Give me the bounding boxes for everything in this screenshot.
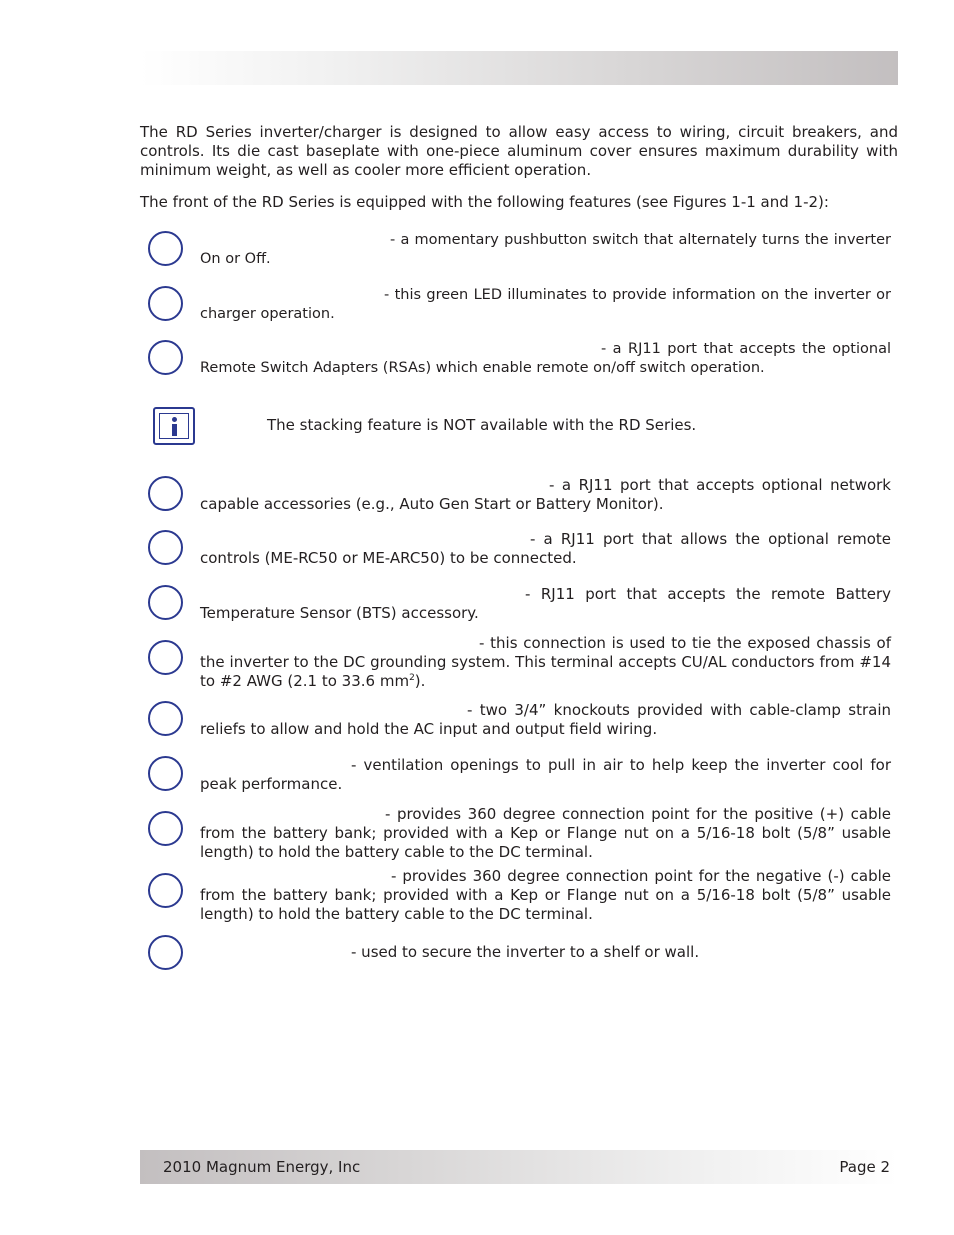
callout-circle-icon — [148, 231, 183, 266]
feature-description: - a RJ11 port that accepts the optional Remote Switch Adapters (RSAs) which enable remote on/off switch operation. — [200, 341, 891, 376]
feature-description: - this green LED illuminates to provide information on the inverter or charger operation. — [200, 287, 891, 322]
feature-description: - used to secure the inverter to a shelf or wall. — [351, 943, 700, 961]
info-icon — [153, 407, 195, 445]
callout-circle-icon — [148, 640, 183, 675]
note-text: The stacking feature is NOT available with the RD Series. — [267, 416, 697, 434]
feature-description: - ventilation openings to pull in air to help keep the inverter cool for peak performance. — [200, 756, 891, 793]
callout-circle-icon — [148, 286, 183, 321]
feature-description — [200, 634, 891, 691]
feature-description: - RJ11 port that accepts the remote Battery Temperature Sensor (BTS) accessory. — [200, 585, 891, 622]
footer-copyright: 2010 Magnum Energy, Inc — [163, 1158, 361, 1176]
feature-description: - a RJ11 port that allows the optional remote controls (ME-RC50 or ME-ARC50) to be connected. — [200, 530, 891, 567]
feature-description: - provides 360 degree connection point for the negative (-) cable from the battery bank; provided with a Kep or Flange nut on a 5/16-18 bolt (5/8” usable length) to hold the battery cable to the DC terminal. — [200, 867, 891, 923]
feature-description: - two 3/4” knockouts provided with cable-clamp strain reliefs to allow and hold the AC input and output field wiring. — [200, 701, 891, 738]
callout-circle-icon — [148, 935, 183, 970]
header-bar — [140, 51, 898, 85]
callout-circle-icon — [148, 340, 183, 375]
footer-bar — [140, 1150, 898, 1184]
feature-description-text: - this connection is used to tie the exposed chassis of the inverter to the DC grounding system. This terminal accepts CU/AL conductors from #14 to #2 AWG (2.1 to 33.6 mm — [200, 634, 891, 690]
feature-description: - provides 360 degree connection point for the positive (+) cable from the battery bank; provided with a Kep or Flange nut on a 5/16-18 bolt (5/8” usable length) to hold the battery cable to the DC terminal. — [200, 805, 891, 861]
callout-circle-icon — [148, 811, 183, 846]
features-intro: The front of the RD Series is equipped with the following features (see Figures 1-1 and 1-2): — [140, 193, 829, 211]
page-number: Page 2 — [839, 1158, 890, 1176]
intro-paragraph: The RD Series inverter/charger is designed to allow easy access to wiring, circuit breakers, and controls. Its die cast baseplate with one-piece aluminum cover ensures maximum durability with minimum weight, as well as cooler more efficient operation. — [140, 123, 898, 179]
feature-description: - a RJ11 port that accepts optional network capable accessories (e.g., Auto Gen Start or Battery Monitor). — [200, 476, 891, 513]
feature-description: - a momentary pushbutton switch that alternately turns the inverter On or Off. — [200, 232, 891, 267]
callout-circle-icon — [148, 530, 183, 565]
callout-circle-icon — [148, 756, 183, 791]
callout-circle-icon — [148, 873, 183, 908]
callout-circle-icon — [148, 476, 183, 511]
callout-circle-icon — [148, 585, 183, 620]
callout-circle-icon — [148, 701, 183, 736]
superscript: 2 — [409, 673, 415, 683]
feature-description-tail: ). — [414, 672, 426, 690]
